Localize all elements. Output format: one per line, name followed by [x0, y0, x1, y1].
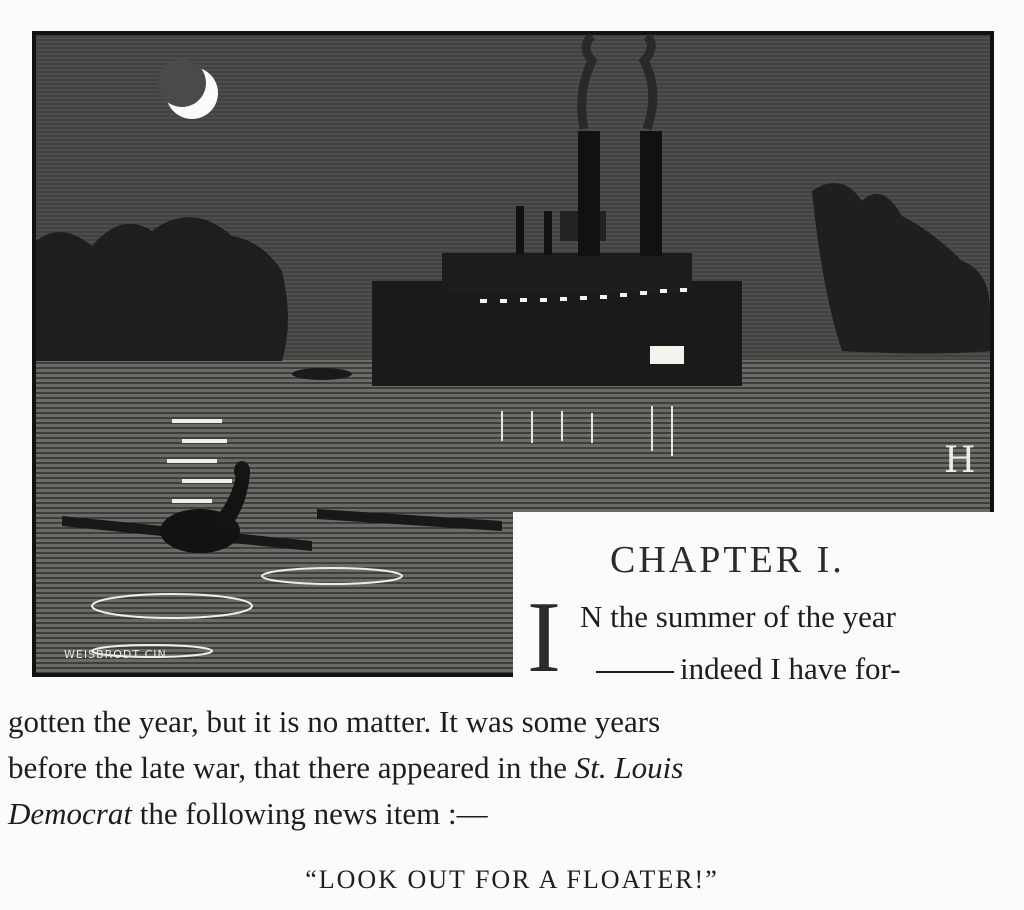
smokestack-right	[640, 131, 662, 256]
engraver-signature: WEISBRODT CIN	[64, 648, 167, 661]
newspaper-name-part1: St. Louis	[574, 750, 684, 785]
distant-boat	[292, 368, 352, 380]
smokestack-left	[578, 131, 600, 256]
news-item-headline: “LOOK OUT FOR A FLOATER!”	[305, 865, 719, 894]
drop-cap: I	[527, 581, 561, 694]
body-line-1: N the summer of the year	[580, 599, 896, 634]
newspaper-name-part2: Democrat	[8, 796, 132, 831]
body-line-4	[8, 750, 683, 786]
body-line-2-text: indeed I have for-	[680, 651, 901, 686]
body-line-5-text: the following news item :—	[131, 796, 488, 831]
body-line-3: gotten the year, but it is no matter. It was some years	[8, 704, 661, 739]
body-line-4-text: before the late war, that there appeared in the	[8, 750, 575, 785]
body-line-2	[596, 651, 901, 687]
em-dash-rule	[596, 671, 674, 673]
body-line-5	[8, 796, 488, 832]
artist-monogram: H	[944, 440, 976, 481]
chapter-heading: CHAPTER I.	[610, 539, 845, 581]
